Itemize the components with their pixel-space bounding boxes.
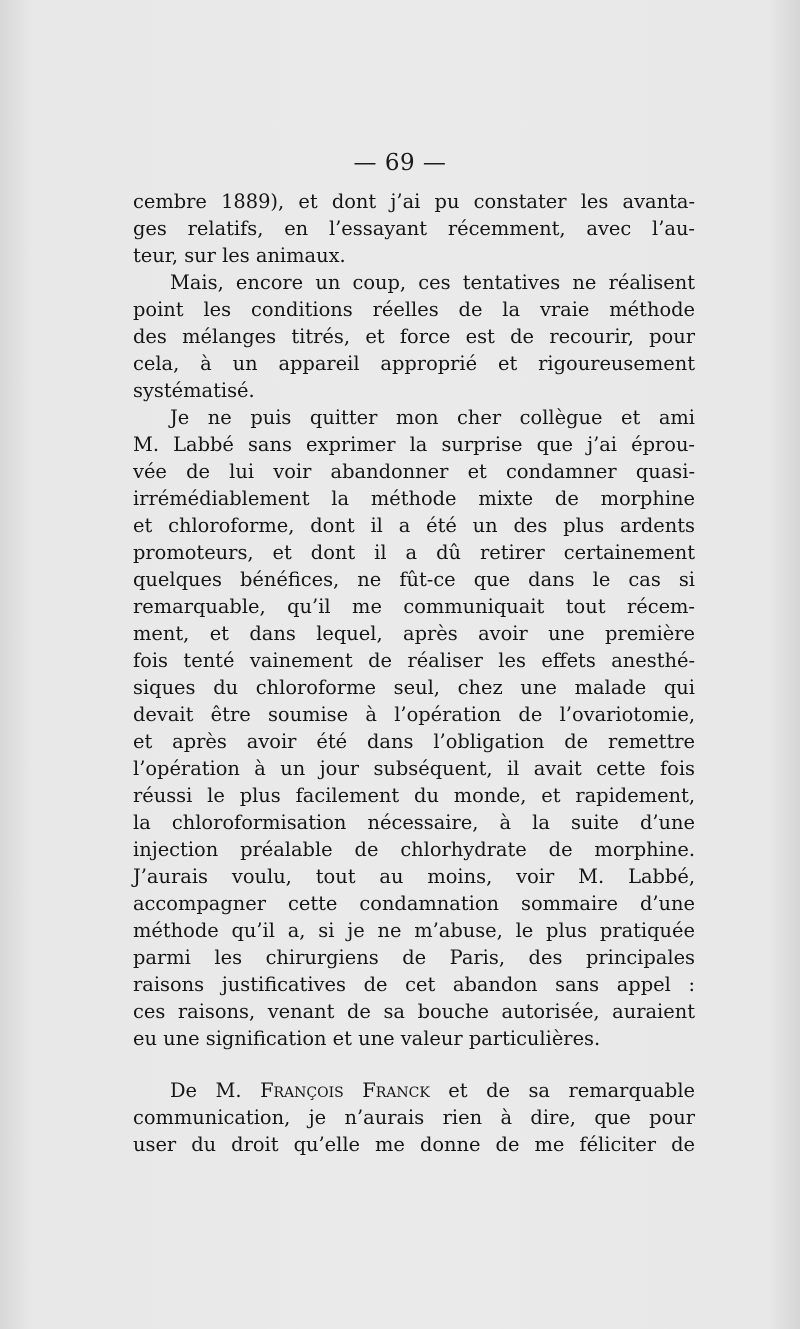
text-line: teur, sur les animaux. [133,244,346,267]
text-line: ces raisons, venant de sa bouche autorisée, auraient [133,1000,695,1023]
text-line: ges relatifs, en l’essayant récemment, avec l’au- [133,217,695,240]
text-line: réussi le plus facilement du monde, et rapidement, [133,784,695,807]
paragraph-gap [133,1052,695,1077]
text-line: M. Labbé sans exprimer la surprise que j’ai éprou- [133,433,695,456]
text-line: méthode qu’il a, si je ne m’abuse, le plus pratiquée [133,919,695,942]
text-line: et après avoir été dans l’obligation de remettre [133,730,695,753]
text-line: vée de lui voir abandonner et condamner quasi- [133,460,695,483]
text-line [133,1077,695,1104]
page-number: — 69 — [353,150,447,176]
text-line: injection préalable de chlorhydrate de morphine. [133,838,695,861]
text-line: Je ne puis quitter mon cher collègue et ami [170,406,695,429]
text-run: De M. [170,1079,261,1102]
text-line: raisons justificatives de cet abandon sans appel : [133,973,695,996]
text-line: promoteurs, et dont il a dû retirer certainement [133,541,695,564]
text-line: irrémédiablement la méthode mixte de morphine [133,487,695,510]
body-text [133,188,695,1158]
text-line: point les conditions réelles de la vraie méthode [133,298,695,321]
text-line: l’opération à un jour subséquent, il avait cette fois [133,757,695,780]
text-line: quelques bénéfices, ne fût-ce que dans le cas si [133,568,695,591]
text-line: communication, je n’aurais rien à dire, que pour [133,1106,695,1129]
text-line: ment, et dans lequel, après avoir une première [133,622,695,645]
text-line: remarquable, qu’il me communiquait tout récem- [133,595,695,618]
text-line: siques du chloroforme seul, chez une malade qui [133,676,695,699]
person-name: François [260,1079,344,1102]
text-line: systématisé. [133,379,255,402]
text-line: Mais, encore un coup, ces tentatives ne réalisent [170,271,695,294]
text-line: eu une signification et une valeur particulières. [133,1027,601,1050]
person-name: Franck [362,1079,430,1102]
text-line: fois tenté vainement de réaliser les effets anesthé- [133,649,695,672]
text-line: des mélanges titrés, et force est de recourir, pour [133,325,695,348]
text-line: parmi les chirurgiens de Paris, des principales [133,946,695,969]
text-line: et chloroforme, dont il a été un des plus ardents [133,514,695,537]
text-line: la chloroformisation nécessaire, à la suite d’une [133,811,695,834]
text-line: J’aurais voulu, tout au moins, voir M. Labbé, [133,865,695,888]
text-line: cela, à un appareil approprié et rigoureusement [133,352,695,375]
text-line: cembre 1889), et dont j’ai pu constater les avanta- [133,190,695,213]
text-run [344,1079,363,1102]
text-line: accompagner cette condamnation sommaire d’une [133,892,695,915]
text-line: user du droit qu’elle me donne de me féliciter de [133,1133,695,1156]
text-run: et de sa remarquable [429,1079,695,1102]
text-line: devait être soumise à l’opération de l’ovariotomie, [133,703,695,726]
